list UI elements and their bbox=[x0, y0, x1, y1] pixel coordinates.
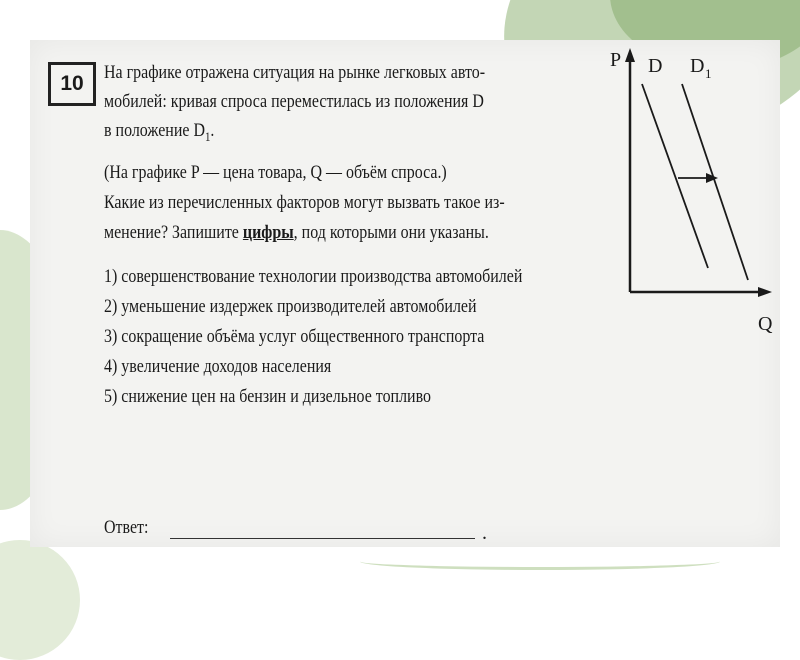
scanned-task-page bbox=[30, 40, 780, 547]
curve-d1-label-subscript: 1 bbox=[705, 66, 712, 81]
task-text-line-6-start: менение? Запишите bbox=[104, 222, 239, 243]
option-3: 3) сокращение объёма услуг общественного транспорта bbox=[104, 326, 485, 347]
option-5: 5) снижение цен на бензин и дизельное топливо bbox=[104, 386, 432, 407]
task-number: 10 bbox=[60, 72, 84, 95]
x-axis-label: Q bbox=[758, 313, 773, 335]
task-text-line-3-tail: . bbox=[210, 120, 215, 141]
decor-swoosh bbox=[360, 553, 720, 570]
curve-d1-subscript: 1 bbox=[204, 128, 211, 144]
task-text-line-6-end: , под которыми они указаны. bbox=[293, 222, 489, 243]
task-text-line-5: Какие из перечисленных факторов могут вызвать такое из- bbox=[104, 192, 505, 213]
option-2: 2) уменьшение издержек производителей автомобилей bbox=[104, 296, 477, 317]
task-number-box bbox=[48, 62, 96, 106]
task-text-line-4: (На графике P — цена товара, Q — объём спроса.) bbox=[104, 162, 447, 183]
decor-blob-bottom-left bbox=[0, 540, 80, 660]
task-text-line-2: мобилей: кривая спроса переместилась из положения D bbox=[104, 91, 484, 112]
answer-blank-line[interactable] bbox=[170, 538, 475, 539]
task-text-line-1: На графике отражена ситуация на рынке легковых авто- bbox=[104, 62, 486, 83]
x-axis-arrow-icon bbox=[758, 287, 772, 297]
option-1: 1) совершенствование технологии производства автомобилей bbox=[104, 266, 523, 287]
curve-d1-label: D bbox=[690, 55, 705, 77]
y-axis-arrow-icon bbox=[625, 48, 635, 62]
option-4: 4) увеличение доходов населения bbox=[104, 356, 332, 377]
answer-label: Ответ: bbox=[104, 517, 149, 538]
task-text-line-6 bbox=[104, 222, 489, 244]
answer-dot: . bbox=[482, 522, 487, 544]
demand-shift-graph bbox=[610, 40, 780, 340]
demand-curve-d1 bbox=[682, 84, 748, 280]
task-text-emphasis-digits: цифры bbox=[242, 222, 294, 243]
curve-d-label: D bbox=[648, 55, 663, 77]
demand-curve-d bbox=[642, 84, 708, 268]
y-axis-label: P bbox=[610, 49, 622, 71]
task-text-line-3-main: в положение D bbox=[104, 120, 205, 141]
task-text-line-3 bbox=[104, 120, 214, 145]
